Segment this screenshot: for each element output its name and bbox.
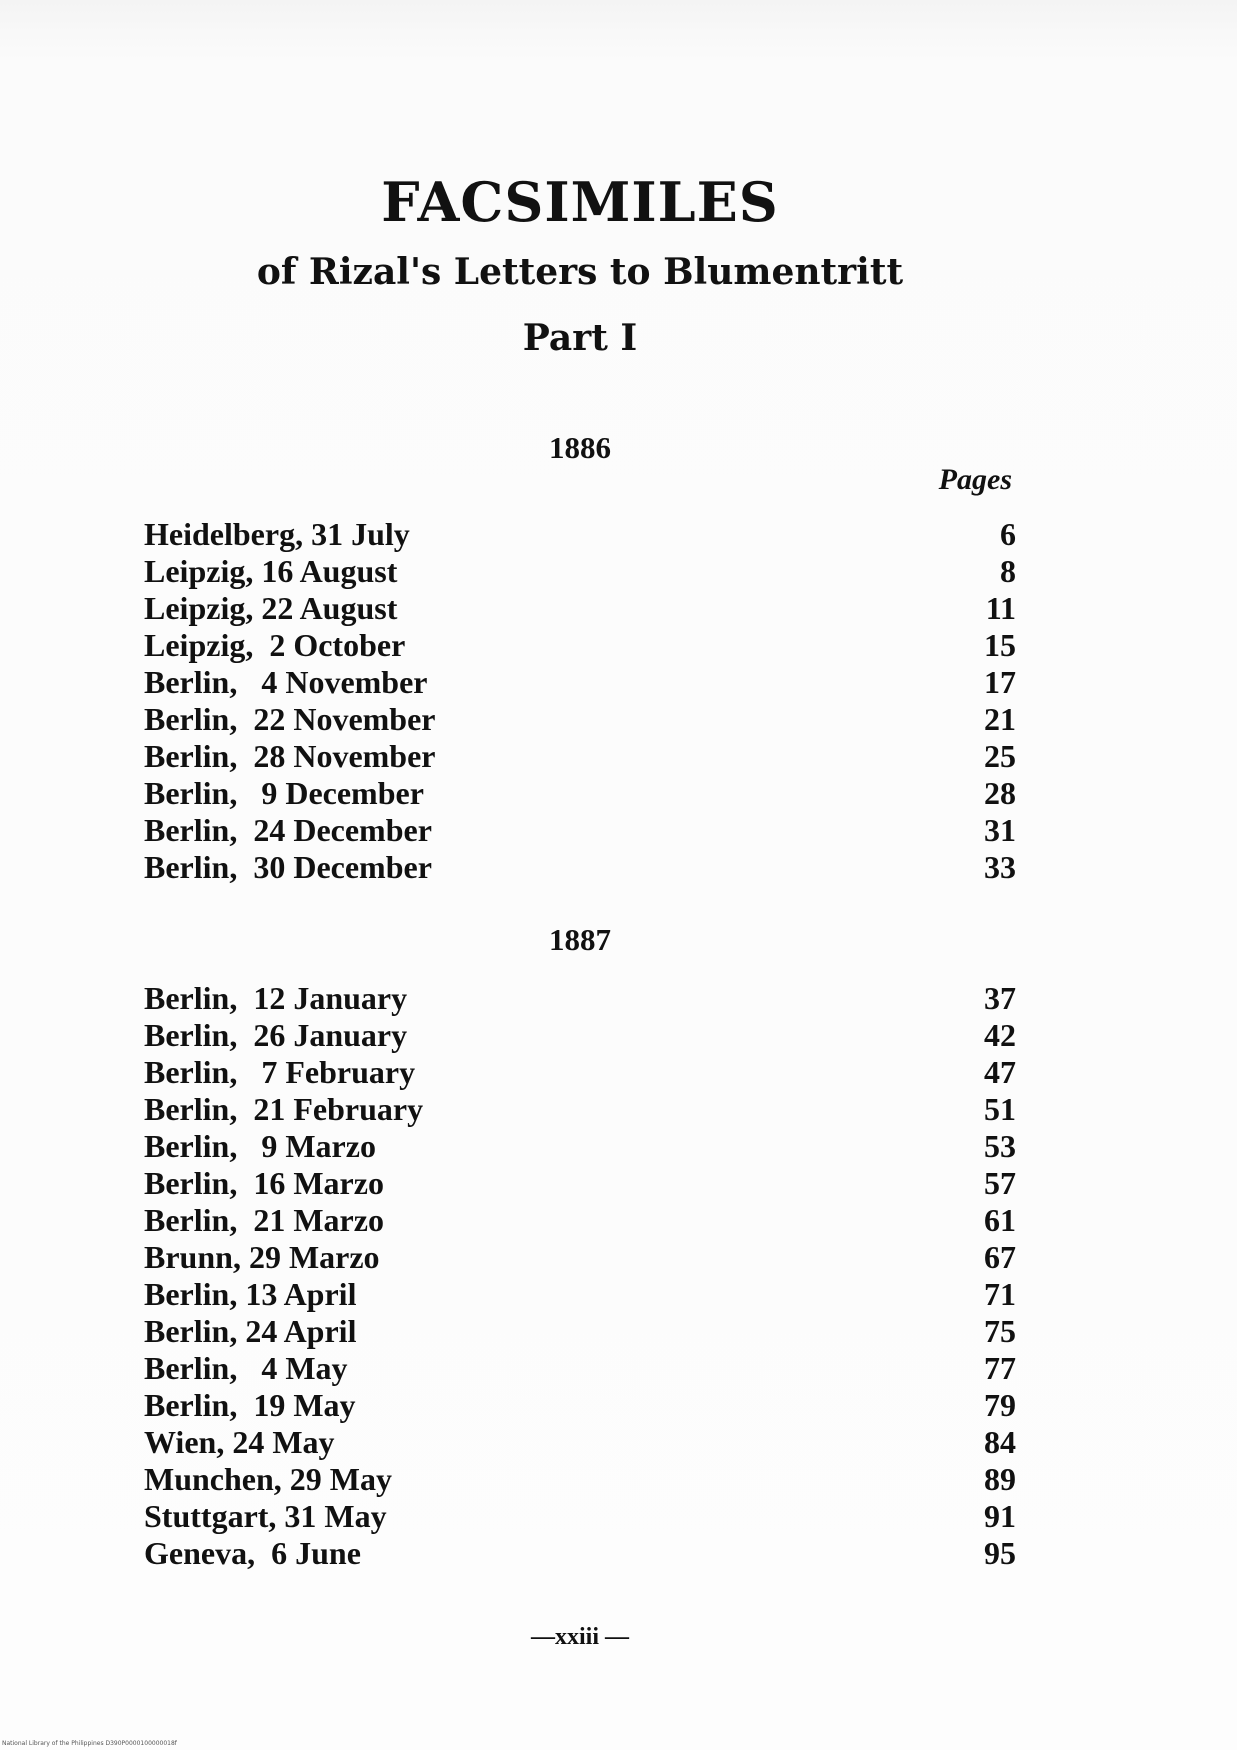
- entry-place-date: Berlin, 9 December: [144, 775, 424, 811]
- entry-page-number: 89: [984, 1461, 1016, 1497]
- list-item: [144, 738, 1016, 775]
- list-item: [144, 1387, 1016, 1424]
- entry-page-number: 47: [984, 1054, 1016, 1090]
- list-item: [144, 812, 1016, 849]
- entry-place-date: Berlin, 19 May: [144, 1387, 356, 1423]
- entry-page-number: 17: [984, 664, 1016, 700]
- entry-place-date: Leipzig, 16 August: [144, 553, 398, 589]
- entry-list-1887: [144, 980, 1016, 1572]
- list-item: [144, 1239, 1016, 1276]
- entry-page-number: 61: [984, 1202, 1016, 1238]
- entry-place-date: Berlin, 22 November: [144, 701, 436, 737]
- entry-list-1886: [144, 516, 1016, 886]
- entry-place-date: Berlin, 9 Marzo: [144, 1128, 376, 1164]
- entry-page-number: 6: [1000, 516, 1016, 552]
- entry-place-date: Berlin, 26 January: [144, 1017, 408, 1053]
- entry-page-number: 21: [984, 701, 1016, 737]
- list-item: [144, 1165, 1016, 1202]
- entry-place-date: Berlin, 24 December: [144, 812, 432, 848]
- list-item: [144, 590, 1016, 627]
- list-item: [144, 1498, 1016, 1535]
- entry-page-number: 42: [984, 1017, 1016, 1053]
- entry-place-date: Munchen, 29 May: [144, 1461, 392, 1497]
- list-item: [144, 1128, 1016, 1165]
- part-label: Part I: [522, 317, 638, 359]
- entry-page-number: 53: [984, 1128, 1016, 1164]
- entry-place-date: Berlin, 16 Marzo: [144, 1165, 384, 1201]
- list-item: [144, 1535, 1016, 1572]
- entry-page-number: 28: [984, 775, 1016, 811]
- entry-place-date: Berlin, 21 Marzo: [144, 1202, 384, 1238]
- entry-place-date: Berlin, 12 January: [144, 980, 408, 1016]
- entry-place-date: Leipzig, 22 August: [144, 590, 398, 626]
- list-item: [144, 775, 1016, 812]
- page-subtitle: of Rizal's Letters to Blumentritt: [256, 251, 904, 293]
- entry-page-number: 57: [984, 1165, 1016, 1201]
- entry-page-number: 67: [984, 1239, 1016, 1275]
- entry-place-date: Brunn, 29 Marzo: [144, 1239, 380, 1275]
- entry-page-number: 84: [984, 1424, 1016, 1460]
- entry-page-number: 15: [984, 627, 1016, 663]
- entry-place-date: Berlin, 21 February: [144, 1091, 424, 1127]
- entry-place-date: Berlin, 4 November: [144, 664, 428, 700]
- entry-page-number: 95: [984, 1535, 1016, 1571]
- entry-page-number: 75: [984, 1313, 1016, 1349]
- entry-place-date: Berlin, 28 November: [144, 738, 436, 774]
- entry-page-number: 71: [984, 1276, 1016, 1312]
- list-item: [144, 1202, 1016, 1239]
- entry-place-date: Geneva, 6 June: [144, 1535, 361, 1571]
- entry-page-number: 8: [1000, 553, 1016, 589]
- entry-page-number: 31: [984, 812, 1016, 848]
- list-item: [144, 1461, 1016, 1498]
- entry-place-date: Berlin, 4 May: [144, 1350, 348, 1386]
- list-item: [144, 627, 1016, 664]
- entry-place-date: Berlin, 30 December: [144, 849, 432, 885]
- entry-place-date: Berlin, 7 February: [144, 1054, 416, 1090]
- year-heading-1887: 1887: [549, 922, 611, 957]
- list-item: [144, 553, 1016, 590]
- entry-place-date: Berlin, 13 April: [144, 1276, 357, 1312]
- entry-page-number: 79: [984, 1387, 1016, 1423]
- list-item: [144, 664, 1016, 701]
- list-item: [144, 1276, 1016, 1313]
- footer-credit: National Library of the Philippines D390P0000100000018f: [2, 1740, 177, 1747]
- entry-page-number: 91: [984, 1498, 1016, 1534]
- year-heading-1886: 1886: [549, 430, 611, 465]
- entry-page-number: 33: [984, 849, 1016, 885]
- list-item: [144, 1313, 1016, 1350]
- pages-column-header: Pages: [938, 463, 1012, 496]
- list-item: [144, 701, 1016, 738]
- list-item: [144, 1054, 1016, 1091]
- list-item: [144, 1424, 1016, 1461]
- entry-page-number: 11: [985, 590, 1016, 626]
- entry-place-date: Berlin, 24 April: [144, 1313, 357, 1349]
- entry-page-number: 25: [984, 738, 1016, 774]
- entry-page-number: 37: [984, 980, 1016, 1016]
- entry-page-number: 51: [984, 1091, 1016, 1127]
- page-title: FACSIMILES: [381, 170, 779, 234]
- entry-place-date: Heidelberg, 31 July: [144, 516, 410, 552]
- entry-place-date: Wien, 24 May: [144, 1424, 335, 1460]
- list-item: [144, 849, 1016, 886]
- list-item: [144, 1350, 1016, 1387]
- list-item: [144, 1091, 1016, 1128]
- list-item: [144, 980, 1016, 1017]
- list-item: [144, 1017, 1016, 1054]
- entry-place-date: Stuttgart, 31 May: [144, 1498, 387, 1534]
- entry-place-date: Leipzig, 2 October: [144, 627, 406, 663]
- list-item: [144, 516, 1016, 553]
- entry-page-number: 77: [984, 1350, 1016, 1386]
- page-folio: —xxiii —: [530, 1624, 629, 1650]
